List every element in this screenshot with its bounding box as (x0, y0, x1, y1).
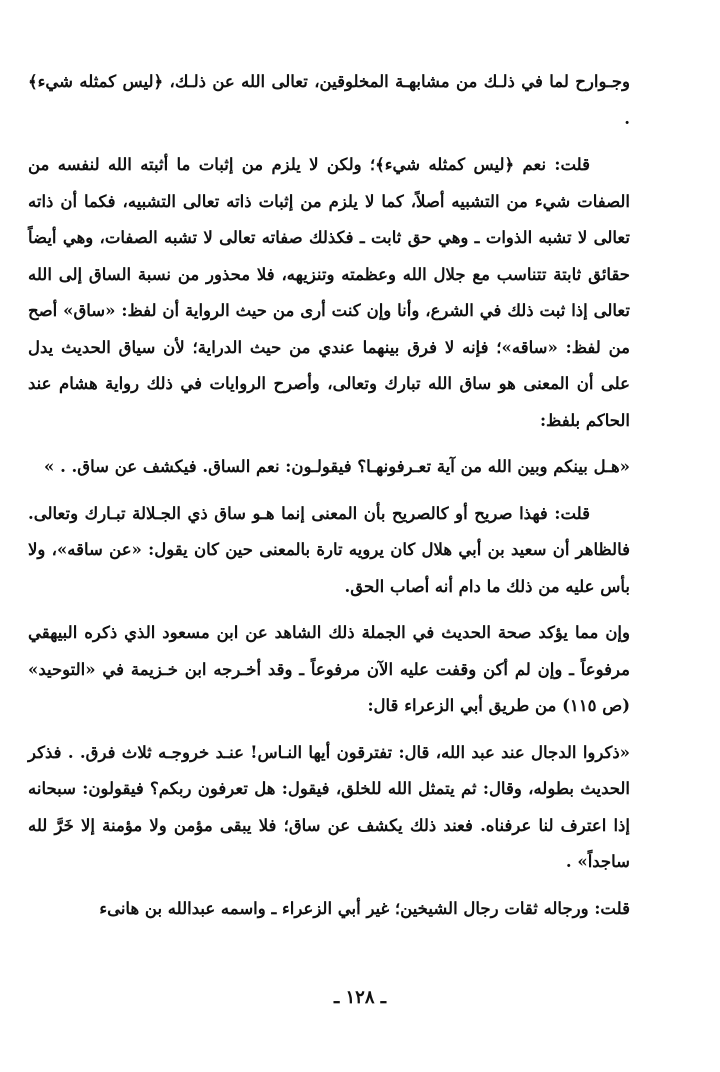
quote-paragraph-1: «هـل بينكم وبين الله من آية تعـرفونهـا؟ فيقولـون: نعم الساق. فيكشف عن ساق. . » (44, 457, 630, 476)
paragraph-1: وجـوارح لما في ذلـك من مشابهـة المخلوقين، تعالى الله عن ذلـك، ﴿ليس كمثله شيء﴾ . (28, 72, 630, 128)
paragraph-5: قلت: ورجاله ثقات رجال الشيخين؛ غير أبي الزعراء ـ واسمه عبدالله بن هانىء (99, 898, 630, 918)
paragraph-2: قلت: نعم ﴿ليس كمثله شيء﴾؛ ولكن لا يلزم من إثبات ما أثبته الله لنفسه من الصفات شيء من التشبيه أصلاً، كما لا يلزم من إثبات ذاته تعالى التشبيه، فكما أن ذاته تعالى لا تشبه الذوات ـ وهي حق ثابت ـ فكذلك صفاته تعالى لا تشبه الصفات، وهي أيضاً حقائق ثابتة تتناسب مع جلال الله وعظمته وتنزيهه، فلا محذور من نسبة الساق إلى الله تعالى إذا ثبت ذلك في الشرع، وأنا وإن كنت أرى من حيث الرواية أن لفظ: «ساق» أصح من لفظ: «ساقه»؛ فإنه لا فرق بينهما عندي من حيث الدراية؛ لأن سياق الحديث يدل على أن المعنى هو ساق الله تبارك وتعالى، وأصرح الروايات في ذلك رواية هشام عند الحاكم بلفظ: (28, 155, 630, 430)
paragraph-4: وإن مما يؤكد صحة الحديث في الجملة ذلك الشاهد عن ابن مسعود الذي ذكره البيهقي مرفوعاً ـ وإن لم أكن وقفت عليه الآن مرفوعاً ـ وقد أخـرجه ابن خـزيمة في «التوحيد» (ص ١١٥) من طريق أبي الزعراء قال: (28, 623, 630, 715)
paragraph-3: قلت: فهذا صريح أو كالصريح بأن المعنى إنما هـو ساق ذي الجـلالة تبـارك وتعالى. فالظاهر أن سعيد بن أبي هلال كان يرويه تارة بالمعنى حين كان يقول: «عن ساقه»، ولا بأس عليه من ذلك ما دام أنه أصاب الحق. (28, 503, 630, 596)
page-number: ـ ١٢٨ ـ (333, 987, 387, 1008)
quote-paragraph-2: «ذكروا الدجال عند عبد الله، قال: تفترقون أيها النـاس! عنـد خروجـه ثلاث فرق. . فذكر الحديث بطوله، وقال: ثم يتمثل الله للخلق، فيقول: هل تعرفون ربكم؟ فيقولون: سبحانه إذا اعترف لنا عرفناه. فعند ذلك يكشف عن ساق؛ فلا يبقى مؤمن ولا مؤمنة إلا خَرَّ لله ساجداً» . (28, 742, 630, 871)
